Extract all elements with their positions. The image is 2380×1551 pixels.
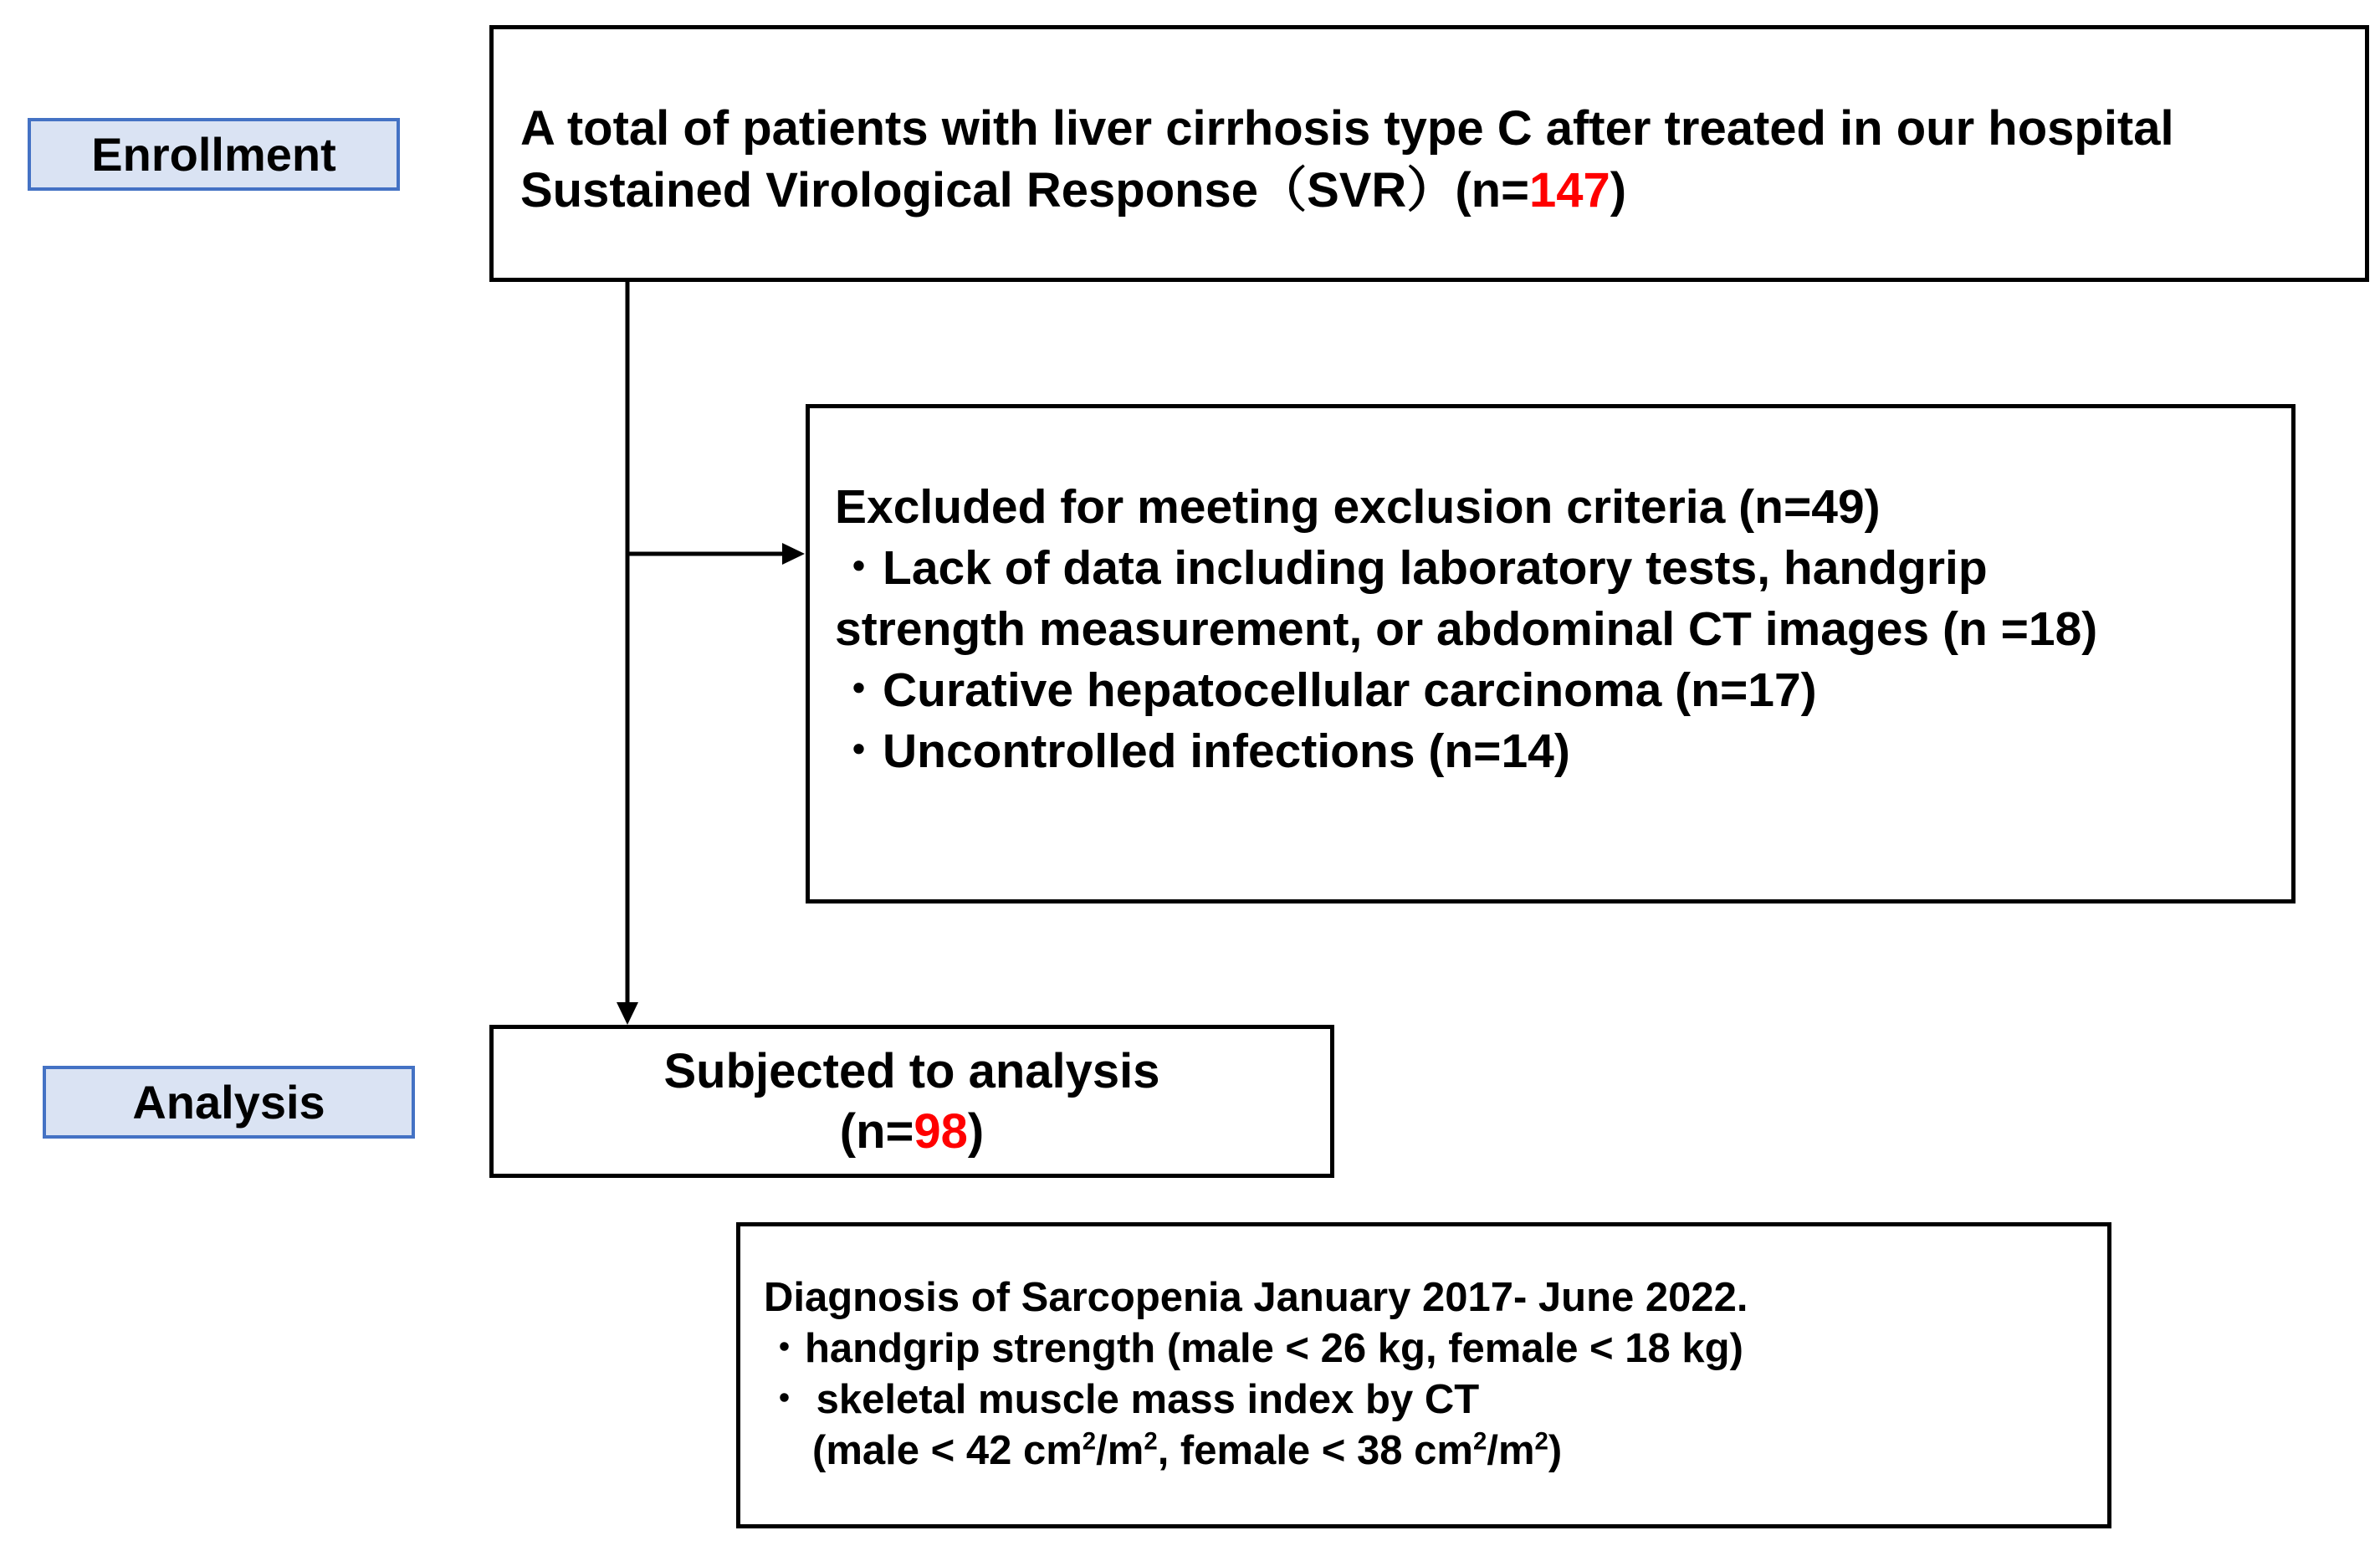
diagnosis-item-smi-thresholds: (male < 42 $cm^2/m^2$, female < 38 $cm^2/m^2$) xyxy=(812,1427,1563,1473)
main-flow-arrowhead xyxy=(617,1002,638,1025)
excluded-title: Excluded for meeting exclusion criteria (n=49) xyxy=(835,480,1881,534)
analysis-count-prefix: (n= xyxy=(839,1103,914,1159)
analysis-title: Subjected to analysis xyxy=(663,1043,1160,1098)
total-line-2-text: Sustained Virological Response（SVR）(n= xyxy=(520,163,1529,218)
diagnosis-title: Diagnosis of Sarcopenia January 2017- June 2022. xyxy=(764,1275,1748,1320)
analysis-count: 98 xyxy=(914,1103,968,1159)
diagnosis-item-smi: ・ skeletal muscle mass index by CT xyxy=(764,1377,1480,1422)
enrollment-label: Enrollment xyxy=(28,118,400,191)
exclusion-branch-arrowhead xyxy=(782,543,805,565)
excluded-item: strength measurement, or abdominal CT images (n =18) xyxy=(835,602,2098,656)
total-line-1: A total of patients with liver cirrhosis type C after treated in our hospital xyxy=(520,101,2174,156)
excluded-item: ・Curative hepatocellular carcinoma (n=17) xyxy=(835,663,1817,717)
analysis-label: Analysis xyxy=(43,1066,415,1139)
excluded-item: ・Uncontrolled infections (n=14) xyxy=(835,724,1570,778)
diagnosis-item-handgrip: ・handgrip strength (male < 26 kg, female < 18 kg) xyxy=(764,1326,1743,1371)
analysis-count-suffix: ) xyxy=(967,1103,985,1159)
total-line-2-close: ) xyxy=(1610,163,1627,218)
excluded-item: ・Lack of data including laboratory tests, handgrip xyxy=(835,541,1988,595)
total-count: 147 xyxy=(1528,163,1610,218)
